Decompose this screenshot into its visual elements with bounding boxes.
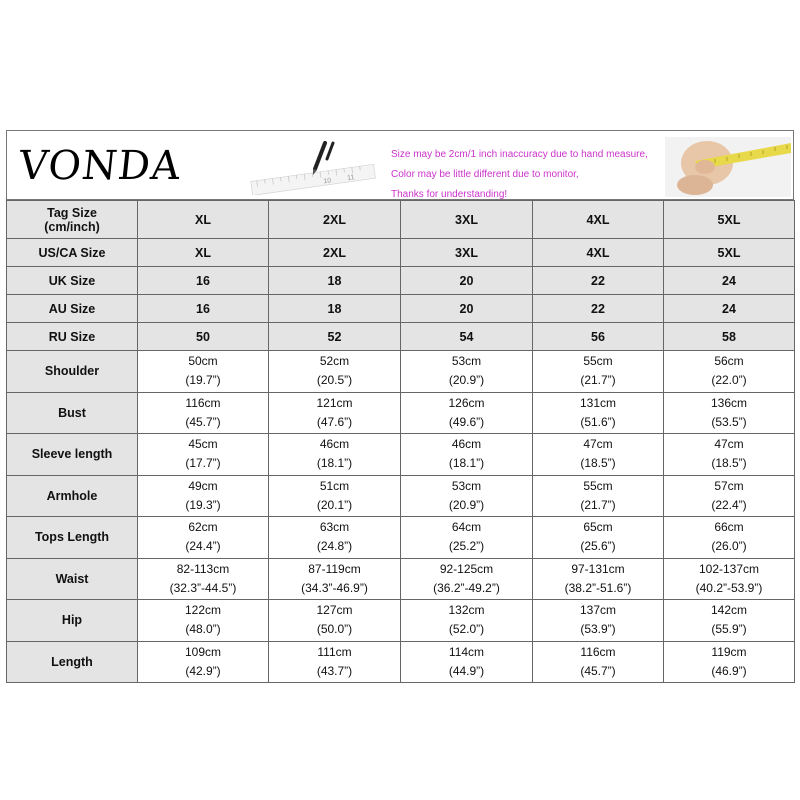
- measurement-notice: [391, 145, 648, 205]
- measurement-label: Bust: [7, 392, 138, 434]
- size-cell: 50: [138, 323, 269, 351]
- measurement-inch: (18.5”): [711, 456, 747, 471]
- size-row-label: UK Size: [7, 267, 138, 295]
- measurement-inch: (22.4”): [711, 497, 747, 512]
- size-cell: 16: [138, 267, 269, 295]
- measurement-cell: [269, 434, 401, 476]
- measurement-inch: (45.7”): [185, 414, 221, 429]
- size-cell: 22: [533, 267, 664, 295]
- notice-line: Size may be 2cm/1 inch inaccuracy due to hand measure,: [391, 149, 648, 160]
- tag-size-header: Tag Size (cm/inch): [7, 201, 138, 239]
- measurement-cell: [401, 517, 533, 559]
- measurement-cell: [664, 600, 795, 642]
- measurement-cm: 65cm: [583, 520, 613, 535]
- measurement-inch: (49.6”): [448, 414, 485, 429]
- notice-line: Color may be little different due to monitor,: [391, 169, 579, 180]
- measurement-cm: 55cm: [583, 478, 613, 493]
- measurement-inch: (45.7”): [580, 663, 616, 678]
- size-cell: 52: [269, 323, 401, 351]
- measurement-cm: 116cm: [185, 395, 221, 410]
- brand-banner: [6, 130, 794, 200]
- measurement-inch: (21.7”): [580, 497, 616, 512]
- pen-ruler-illustration: [247, 139, 377, 195]
- measurement-inch: (20.5”): [316, 373, 353, 388]
- measurement-cell: [533, 392, 664, 434]
- size-cell: 56: [533, 323, 664, 351]
- measurement-inch: (20.1”): [316, 497, 353, 512]
- measurement-inch: (44.9”): [448, 663, 485, 678]
- measurement-cell: [664, 475, 795, 517]
- measurement-cm: 97-131cm: [571, 561, 625, 576]
- tag-size-column: 5XL: [664, 201, 795, 239]
- measurement-cm: 102-137cm: [698, 561, 760, 576]
- measurement-label: Waist: [7, 558, 138, 600]
- measurement-row: [7, 517, 795, 559]
- measurement-inch: (20.9”): [448, 373, 485, 388]
- measurement-cell: [401, 434, 533, 476]
- measurement-cell: [138, 600, 269, 642]
- measurement-inch: (53.9”): [580, 622, 616, 637]
- measurement-label: Tops Length: [7, 517, 138, 559]
- measurement-inch: (55.9”): [711, 622, 747, 637]
- measurement-inch: (52.0”): [448, 622, 485, 637]
- size-cell: XL: [138, 239, 269, 267]
- measurement-cell: [269, 392, 401, 434]
- size-cell: 18: [269, 295, 401, 323]
- measurement-row: [7, 351, 795, 393]
- measurement-inch: (20.9”): [448, 497, 485, 512]
- measurement-cm: 56cm: [714, 354, 744, 369]
- measurement-inch: (24.8”): [316, 539, 353, 554]
- size-cell: 22: [533, 295, 664, 323]
- measurement-cell: [401, 641, 533, 683]
- measurement-cell: [664, 558, 795, 600]
- measurement-row: [7, 475, 795, 517]
- measurement-cm: 114cm: [448, 644, 485, 659]
- tag-size-row: [7, 201, 795, 239]
- measurement-cell: [269, 475, 401, 517]
- measurement-cm: 119cm: [711, 644, 747, 659]
- size-cell: 16: [138, 295, 269, 323]
- measurement-cm: 122cm: [184, 603, 222, 618]
- measurement-cm: 109cm: [184, 644, 222, 659]
- measurement-cell: [664, 641, 795, 683]
- measurement-inch: (50.0”): [316, 622, 353, 637]
- measurement-cm: 87-119cm: [308, 561, 361, 576]
- tag-size-column: 2XL: [269, 201, 401, 239]
- measurement-row: [7, 600, 795, 642]
- measurement-inch: (18.5”): [580, 456, 616, 471]
- measurement-inch: (22.0”): [711, 373, 747, 388]
- measurement-inch: (46.9”): [711, 663, 747, 678]
- measurement-inch: (36.2”-49.2”): [433, 580, 500, 595]
- measuring-tape-hand-illustration: [665, 137, 791, 197]
- measurement-cell: [269, 351, 401, 393]
- measurement-cell: [533, 475, 664, 517]
- size-row: [7, 295, 795, 323]
- measurement-inch: (51.6”): [580, 414, 616, 429]
- measurement-inch: (40.2”-53.9”): [695, 580, 763, 595]
- measurement-cm: 92-125cm: [439, 561, 494, 576]
- tag-size-column: 3XL: [401, 201, 533, 239]
- measurement-cm: 47cm: [583, 437, 613, 452]
- measurement-cell: [401, 558, 533, 600]
- measurement-cell: [533, 641, 664, 683]
- measurement-cell: [533, 517, 664, 559]
- measurement-inch: (38.2”-51.6”): [564, 580, 632, 595]
- measurement-cell: [401, 392, 533, 434]
- size-cell: 4XL: [533, 239, 664, 267]
- measurement-inch: (24.4”): [185, 539, 221, 554]
- size-cell: 58: [664, 323, 795, 351]
- measurement-cell: [401, 351, 533, 393]
- measurement-cell: [138, 475, 269, 517]
- measurement-cell: [269, 600, 401, 642]
- measurement-cell: [138, 558, 269, 600]
- ruler-mark: 10: [323, 177, 332, 186]
- measurement-cm: 136cm: [710, 395, 748, 410]
- measurement-cm: 47cm: [714, 437, 744, 452]
- measurement-inch: (26.0”): [711, 539, 747, 554]
- tag-size-column: 4XL: [533, 201, 664, 239]
- measurement-inch: (18.1”): [316, 456, 353, 471]
- measurement-cell: [138, 392, 269, 434]
- measurement-label: Shoulder: [7, 351, 138, 393]
- measurement-cm: 121cm: [316, 395, 353, 410]
- measurement-cm: 49cm: [188, 478, 218, 493]
- measurement-cm: 137cm: [579, 603, 617, 618]
- measurement-cm: 111cm: [317, 644, 352, 659]
- notice-line: Thanks for understanding!: [391, 189, 508, 200]
- size-cell: 20: [401, 295, 533, 323]
- measurement-cell: [664, 517, 795, 559]
- measurement-inch: (48.0”): [185, 622, 221, 637]
- measurement-cell: [138, 434, 269, 476]
- measurement-cell: [138, 641, 269, 683]
- measurement-cm: 57cm: [714, 478, 744, 493]
- size-row: [7, 323, 795, 351]
- measurement-row: [7, 392, 795, 434]
- measurement-cm: 55cm: [583, 354, 613, 369]
- measurement-cm: 64cm: [451, 520, 482, 535]
- size-row: [7, 239, 795, 267]
- measurement-inch: (17.7”): [185, 456, 221, 471]
- measurement-cm: 63cm: [319, 520, 350, 535]
- measurement-cell: [533, 351, 664, 393]
- measurement-cm: 62cm: [188, 520, 218, 535]
- measurement-cell: [533, 600, 664, 642]
- size-chart: [6, 130, 794, 683]
- measurement-inch: (19.3”): [185, 497, 221, 512]
- measurement-row: [7, 558, 795, 600]
- measurement-inch: (25.6”): [580, 539, 616, 554]
- measurement-cell: [401, 600, 533, 642]
- measurement-cm: 131cm: [579, 395, 617, 410]
- size-row-label: AU Size: [7, 295, 138, 323]
- measurement-cm: 116cm: [580, 644, 616, 659]
- measurement-label: Hip: [7, 600, 138, 642]
- tag-size-column: XL: [138, 201, 269, 239]
- ruler-mark: 11: [346, 174, 355, 183]
- measurement-cm: 52cm: [319, 354, 350, 369]
- measurement-cm: 126cm: [448, 395, 485, 410]
- size-cell: 54: [401, 323, 533, 351]
- measurement-cell: [138, 517, 269, 559]
- measurement-cell: [138, 351, 269, 393]
- measurement-inch: (42.9”): [185, 663, 221, 678]
- size-row: [7, 267, 795, 295]
- measurement-cm: 50cm: [188, 354, 218, 369]
- measurement-cell: [269, 558, 401, 600]
- measurement-cm: 53cm: [451, 478, 482, 493]
- size-cell: 5XL: [664, 239, 795, 267]
- size-cell: 2XL: [269, 239, 401, 267]
- size-cell: 20: [401, 267, 533, 295]
- measurement-cm: 142cm: [710, 603, 748, 618]
- measurement-inch: (53.5”): [711, 414, 747, 429]
- measurement-cell: [533, 434, 664, 476]
- measurement-cell: [664, 392, 795, 434]
- size-cell: 24: [664, 295, 795, 323]
- measurement-cm: 51cm: [319, 478, 350, 493]
- measurement-inch: (47.6”): [316, 414, 353, 429]
- measurement-inch: (34.3”-46.9”): [301, 580, 368, 595]
- measurement-cm: 46cm: [319, 437, 350, 452]
- measurement-cell: [269, 517, 401, 559]
- measurement-cell: [401, 475, 533, 517]
- measurement-label: Length: [7, 641, 138, 683]
- measurement-row: [7, 434, 795, 476]
- measurement-label: Sleeve length: [7, 434, 138, 476]
- measurement-inch: (18.1”): [448, 456, 485, 471]
- measurement-cm: 45cm: [188, 437, 218, 452]
- size-row-label: US/CA Size: [7, 239, 138, 267]
- size-table: [6, 200, 795, 683]
- measurement-cm: 82-113cm: [176, 561, 230, 576]
- measurement-row: [7, 641, 795, 683]
- measurement-inch: (19.7”): [185, 373, 221, 388]
- measurement-cell: [269, 641, 401, 683]
- measurement-cm: 66cm: [714, 520, 744, 535]
- size-row-label: RU Size: [7, 323, 138, 351]
- measurement-inch: (25.2”): [448, 539, 485, 554]
- size-cell: 18: [269, 267, 401, 295]
- measurement-cm: 127cm: [316, 603, 353, 618]
- measurement-cell: [664, 434, 795, 476]
- brand-logo: VONDA: [16, 143, 184, 189]
- measurement-label: Armhole: [7, 475, 138, 517]
- size-cell: 3XL: [401, 239, 533, 267]
- measurement-cell: [664, 351, 795, 393]
- size-cell: 24: [664, 267, 795, 295]
- measurement-cm: 132cm: [448, 603, 485, 618]
- measurement-cm: 53cm: [451, 354, 482, 369]
- measurement-cm: 46cm: [451, 437, 482, 452]
- measurement-inch: (43.7”): [316, 663, 353, 678]
- measurement-cell: [533, 558, 664, 600]
- measurement-inch: (21.7”): [580, 373, 616, 388]
- measurement-inch: (32.3”-44.5”): [169, 580, 237, 595]
